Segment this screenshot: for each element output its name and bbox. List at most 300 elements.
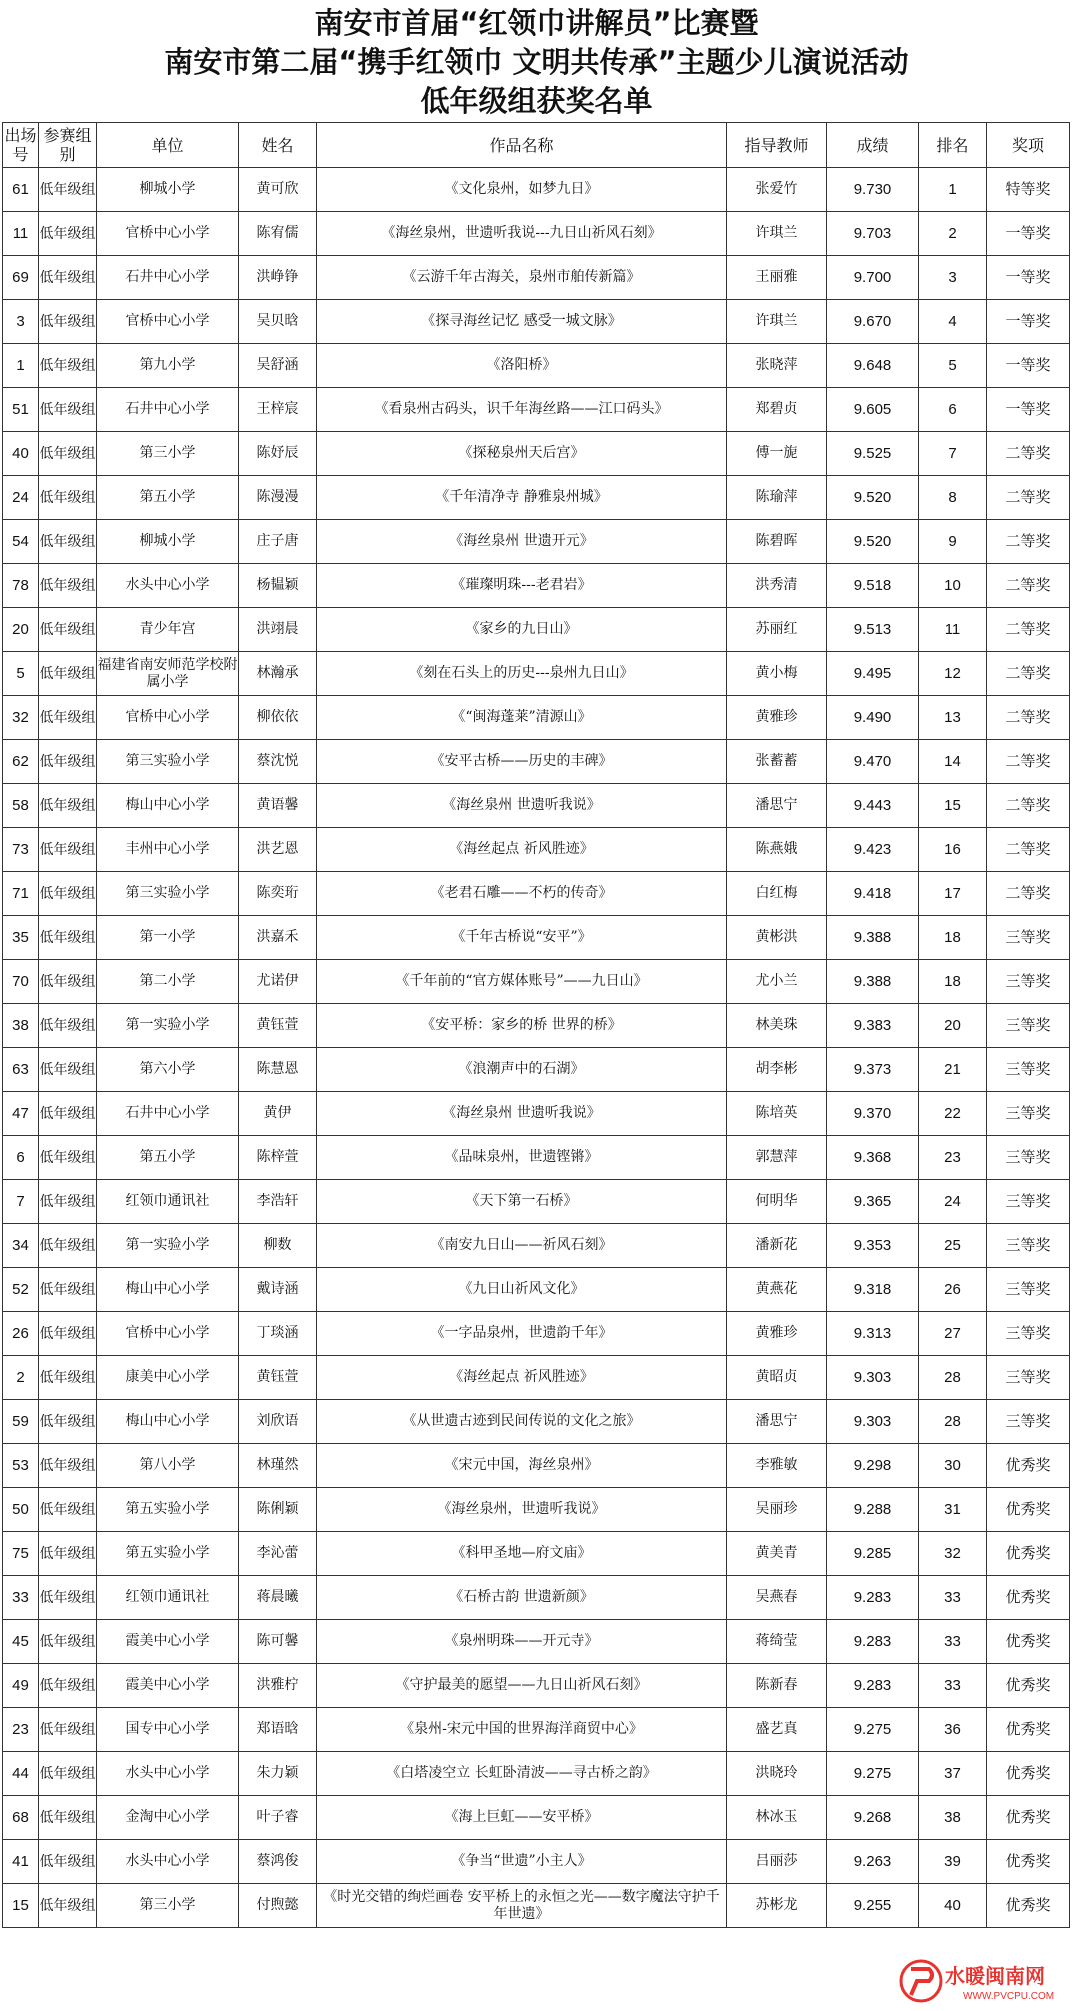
cell-award: 三等奖 <box>987 1136 1070 1180</box>
cell-teacher: 尤小兰 <box>727 960 827 1004</box>
cell-name: 林瀚承 <box>239 652 317 696</box>
cell-work: 《海丝起点 祈风胜迹》 <box>317 1356 727 1400</box>
cell-award: 一等奖 <box>987 212 1070 256</box>
cell-work: 《白塔凌空立 长虹卧清波——寻古桥之韵》 <box>317 1752 727 1796</box>
cell-work: 《千年清净寺 静雅泉州城》 <box>317 476 727 520</box>
cell-rank: 33 <box>919 1576 987 1620</box>
cell-name: 黄语馨 <box>239 784 317 828</box>
cell-score: 9.303 <box>827 1400 919 1444</box>
cell-award: 二等奖 <box>987 784 1070 828</box>
table-row <box>3 1576 1070 1620</box>
cell-no: 33 <box>3 1576 39 1620</box>
cell-rank: 32 <box>919 1532 987 1576</box>
cell-name: 王梓宸 <box>239 388 317 432</box>
cell-teacher: 林冰玉 <box>727 1796 827 1840</box>
cell-work: 《璀璨明珠---老君岩》 <box>317 564 727 608</box>
cell-score: 9.525 <box>827 432 919 476</box>
cell-group: 低年级组 <box>39 740 97 784</box>
cell-work: 《宋元中国，海丝泉州》 <box>317 1444 727 1488</box>
cell-award: 优秀奖 <box>987 1664 1070 1708</box>
cell-work: 《泉州-宋元中国的世界海洋商贸中心》 <box>317 1708 727 1752</box>
cell-work: 《“闽海蓬莱”清源山》 <box>317 696 727 740</box>
cell-teacher: 林美珠 <box>727 1004 827 1048</box>
cell-award: 优秀奖 <box>987 1532 1070 1576</box>
cell-award: 二等奖 <box>987 828 1070 872</box>
cell-work: 《石桥古韵 世遗新颜》 <box>317 1576 727 1620</box>
cell-award: 二等奖 <box>987 872 1070 916</box>
cell-teacher: 黄燕花 <box>727 1268 827 1312</box>
table-row <box>3 828 1070 872</box>
cell-rank: 12 <box>919 652 987 696</box>
cell-name: 陈梓萱 <box>239 1136 317 1180</box>
cell-no: 63 <box>3 1048 39 1092</box>
cell-no: 70 <box>3 960 39 1004</box>
cell-award: 三等奖 <box>987 1092 1070 1136</box>
cell-group: 低年级组 <box>39 564 97 608</box>
cell-teacher: 洪晓玲 <box>727 1752 827 1796</box>
cell-rank: 17 <box>919 872 987 916</box>
table-row <box>3 1268 1070 1312</box>
cell-work: 《安平桥：家乡的桥 世界的桥》 <box>317 1004 727 1048</box>
cell-award: 优秀奖 <box>987 1620 1070 1664</box>
cell-score: 9.703 <box>827 212 919 256</box>
cell-group: 低年级组 <box>39 300 97 344</box>
cell-name: 陈妤辰 <box>239 432 317 476</box>
cell-no: 11 <box>3 212 39 256</box>
cell-no: 2 <box>3 1356 39 1400</box>
table-header-row <box>3 123 1070 168</box>
table-row <box>3 696 1070 740</box>
cell-score: 9.700 <box>827 256 919 300</box>
cell-work: 《泉州明珠——开元寺》 <box>317 1620 727 1664</box>
cell-score: 9.383 <box>827 1004 919 1048</box>
cell-rank: 3 <box>919 256 987 300</box>
cell-score: 9.255 <box>827 1884 919 1928</box>
award-table <box>2 122 1070 1928</box>
title-block <box>0 4 1073 121</box>
cell-name: 刘欣语 <box>239 1400 317 1444</box>
cell-group: 低年级组 <box>39 608 97 652</box>
cell-award: 优秀奖 <box>987 1444 1070 1488</box>
cell-rank: 1 <box>919 168 987 212</box>
header-rank: 排名 <box>919 123 987 168</box>
cell-unit: 第三实验小学 <box>97 740 239 784</box>
cell-award: 三等奖 <box>987 1048 1070 1092</box>
cell-rank: 28 <box>919 1356 987 1400</box>
cell-group: 低年级组 <box>39 1532 97 1576</box>
cell-teacher: 郑碧贞 <box>727 388 827 432</box>
cell-score: 9.283 <box>827 1620 919 1664</box>
cell-no: 54 <box>3 520 39 564</box>
watermark-p-icon <box>911 1969 932 1995</box>
cell-award: 二等奖 <box>987 520 1070 564</box>
cell-group: 低年级组 <box>39 520 97 564</box>
cell-work: 《时光交错的绚烂画卷 安平桥上的永恒之光——数字魔法守护千年世遗》 <box>317 1884 727 1928</box>
table-row <box>3 740 1070 784</box>
cell-score: 9.520 <box>827 520 919 564</box>
cell-teacher: 苏彬龙 <box>727 1884 827 1928</box>
cell-teacher: 陈新春 <box>727 1664 827 1708</box>
cell-unit: 第六小学 <box>97 1048 239 1092</box>
cell-no: 52 <box>3 1268 39 1312</box>
table-row <box>3 1796 1070 1840</box>
cell-group: 低年级组 <box>39 1048 97 1092</box>
table-row <box>3 872 1070 916</box>
cell-name: 丁琰涵 <box>239 1312 317 1356</box>
cell-score: 9.285 <box>827 1532 919 1576</box>
cell-unit: 官桥中心小学 <box>97 1312 239 1356</box>
cell-name: 柳数 <box>239 1224 317 1268</box>
cell-teacher: 黄雅珍 <box>727 696 827 740</box>
cell-unit: 第五实验小学 <box>97 1488 239 1532</box>
cell-teacher: 傅一旎 <box>727 432 827 476</box>
cell-unit: 第九小学 <box>97 344 239 388</box>
cell-no: 50 <box>3 1488 39 1532</box>
table-row <box>3 1400 1070 1444</box>
cell-unit: 水头中心小学 <box>97 1752 239 1796</box>
table-row <box>3 1180 1070 1224</box>
cell-name: 朱力颖 <box>239 1752 317 1796</box>
cell-score: 9.730 <box>827 168 919 212</box>
cell-award: 一等奖 <box>987 388 1070 432</box>
cell-name: 洪翊晨 <box>239 608 317 652</box>
cell-teacher: 黄美青 <box>727 1532 827 1576</box>
cell-rank: 27 <box>919 1312 987 1356</box>
cell-no: 59 <box>3 1400 39 1444</box>
cell-group: 低年级组 <box>39 1488 97 1532</box>
cell-unit: 石井中心小学 <box>97 388 239 432</box>
cell-no: 71 <box>3 872 39 916</box>
cell-work: 《守护最美的愿望——九日山祈风石刻》 <box>317 1664 727 1708</box>
table-row <box>3 1092 1070 1136</box>
cell-work: 《一字品泉州，世遗韵千年》 <box>317 1312 727 1356</box>
cell-rank: 33 <box>919 1620 987 1664</box>
cell-group: 低年级组 <box>39 1796 97 1840</box>
cell-group: 低年级组 <box>39 344 97 388</box>
table-row <box>3 1356 1070 1400</box>
cell-unit: 石井中心小学 <box>97 1092 239 1136</box>
cell-no: 53 <box>3 1444 39 1488</box>
table-row <box>3 300 1070 344</box>
cell-work: 《千年古桥说“安平”》 <box>317 916 727 960</box>
header-award: 奖项 <box>987 123 1070 168</box>
cell-award: 一等奖 <box>987 256 1070 300</box>
cell-teacher: 胡李彬 <box>727 1048 827 1092</box>
cell-name: 陈奕珩 <box>239 872 317 916</box>
cell-unit: 第一小学 <box>97 916 239 960</box>
cell-award: 一等奖 <box>987 300 1070 344</box>
cell-group: 低年级组 <box>39 432 97 476</box>
cell-unit: 梅山中心小学 <box>97 784 239 828</box>
cell-rank: 18 <box>919 916 987 960</box>
header-unit: 单位 <box>97 123 239 168</box>
cell-rank: 30 <box>919 1444 987 1488</box>
table-row <box>3 1004 1070 1048</box>
cell-score: 9.268 <box>827 1796 919 1840</box>
cell-group: 低年级组 <box>39 1356 97 1400</box>
cell-score: 9.275 <box>827 1752 919 1796</box>
cell-work: 《刻在石头上的历史---泉州九日山》 <box>317 652 727 696</box>
cell-rank: 37 <box>919 1752 987 1796</box>
cell-group: 低年级组 <box>39 1576 97 1620</box>
title-line-1: 南安市首届“红领巾讲解员”比赛暨 <box>314 6 759 40</box>
cell-award: 三等奖 <box>987 1268 1070 1312</box>
cell-teacher: 苏丽红 <box>727 608 827 652</box>
cell-name: 黄伊 <box>239 1092 317 1136</box>
cell-teacher: 吴丽珍 <box>727 1488 827 1532</box>
cell-score: 9.670 <box>827 300 919 344</box>
table-row <box>3 960 1070 1004</box>
cell-group: 低年级组 <box>39 872 97 916</box>
cell-name: 洪峥铮 <box>239 256 317 300</box>
cell-unit: 国专中心小学 <box>97 1708 239 1752</box>
cell-no: 78 <box>3 564 39 608</box>
cell-group: 低年级组 <box>39 1752 97 1796</box>
cell-teacher: 潘思宁 <box>727 1400 827 1444</box>
table-row <box>3 1752 1070 1796</box>
cell-score: 9.648 <box>827 344 919 388</box>
cell-teacher: 陈碧晖 <box>727 520 827 564</box>
cell-unit: 福建省南安师范学校附属小学 <box>97 652 239 696</box>
table-body <box>3 168 1070 1928</box>
cell-score: 9.520 <box>827 476 919 520</box>
cell-rank: 20 <box>919 1004 987 1048</box>
cell-score: 9.423 <box>827 828 919 872</box>
cell-group: 低年级组 <box>39 1708 97 1752</box>
cell-group: 低年级组 <box>39 1664 97 1708</box>
cell-rank: 36 <box>919 1708 987 1752</box>
header-group: 参赛组别 <box>39 123 97 168</box>
cell-teacher: 黄小梅 <box>727 652 827 696</box>
cell-rank: 25 <box>919 1224 987 1268</box>
cell-rank: 16 <box>919 828 987 872</box>
table-row <box>3 608 1070 652</box>
cell-no: 75 <box>3 1532 39 1576</box>
watermark-logo <box>899 1955 1069 2007</box>
cell-no: 73 <box>3 828 39 872</box>
cell-no: 32 <box>3 696 39 740</box>
cell-unit: 霞美中心小学 <box>97 1664 239 1708</box>
cell-group: 低年级组 <box>39 916 97 960</box>
table-row <box>3 476 1070 520</box>
cell-work: 《南安九日山——祈风石刻》 <box>317 1224 727 1268</box>
cell-score: 9.263 <box>827 1840 919 1884</box>
cell-rank: 40 <box>919 1884 987 1928</box>
cell-award: 特等奖 <box>987 168 1070 212</box>
cell-name: 洪嘉禾 <box>239 916 317 960</box>
cell-name: 陈可馨 <box>239 1620 317 1664</box>
cell-score: 9.288 <box>827 1488 919 1532</box>
cell-award: 优秀奖 <box>987 1884 1070 1928</box>
cell-rank: 15 <box>919 784 987 828</box>
cell-unit: 第三实验小学 <box>97 872 239 916</box>
cell-award: 三等奖 <box>987 960 1070 1004</box>
cell-unit: 青少年宫 <box>97 608 239 652</box>
cell-work: 《海上巨虹——安平桥》 <box>317 1796 727 1840</box>
cell-work: 《老君石雕——不朽的传奇》 <box>317 872 727 916</box>
cell-name: 黄钰萱 <box>239 1356 317 1400</box>
cell-score: 9.495 <box>827 652 919 696</box>
cell-score: 9.443 <box>827 784 919 828</box>
header-no: 出场号 <box>3 123 39 168</box>
cell-group: 低年级组 <box>39 696 97 740</box>
cell-no: 20 <box>3 608 39 652</box>
cell-score: 9.605 <box>827 388 919 432</box>
cell-rank: 4 <box>919 300 987 344</box>
cell-name: 李浩轩 <box>239 1180 317 1224</box>
cell-unit: 官桥中心小学 <box>97 300 239 344</box>
cell-unit: 红领巾通讯社 <box>97 1576 239 1620</box>
cell-rank: 9 <box>919 520 987 564</box>
cell-name: 吴舒涵 <box>239 344 317 388</box>
cell-rank: 39 <box>919 1840 987 1884</box>
cell-score: 9.353 <box>827 1224 919 1268</box>
cell-teacher: 黄雅珍 <box>727 1312 827 1356</box>
cell-teacher: 郭慧萍 <box>727 1136 827 1180</box>
cell-no: 51 <box>3 388 39 432</box>
cell-work: 《云游千年古海关，泉州市舶传新篇》 <box>317 256 727 300</box>
cell-unit: 第三小学 <box>97 432 239 476</box>
cell-no: 35 <box>3 916 39 960</box>
cell-unit: 第三小学 <box>97 1884 239 1928</box>
cell-no: 6 <box>3 1136 39 1180</box>
cell-name: 郑语晗 <box>239 1708 317 1752</box>
header-score: 成绩 <box>827 123 919 168</box>
cell-name: 付煦懿 <box>239 1884 317 1928</box>
table-row <box>3 1620 1070 1664</box>
cell-award: 优秀奖 <box>987 1488 1070 1532</box>
cell-unit: 第五实验小学 <box>97 1532 239 1576</box>
cell-teacher: 潘思宁 <box>727 784 827 828</box>
cell-group: 低年级组 <box>39 168 97 212</box>
cell-unit: 第五小学 <box>97 1136 239 1180</box>
cell-score: 9.388 <box>827 916 919 960</box>
cell-award: 优秀奖 <box>987 1840 1070 1884</box>
table-row <box>3 1708 1070 1752</box>
cell-group: 低年级组 <box>39 388 97 432</box>
cell-name: 戴诗涵 <box>239 1268 317 1312</box>
cell-name: 黄钰萱 <box>239 1004 317 1048</box>
cell-teacher: 何明华 <box>727 1180 827 1224</box>
cell-teacher: 张爱竹 <box>727 168 827 212</box>
cell-score: 9.283 <box>827 1576 919 1620</box>
cell-score: 9.513 <box>827 608 919 652</box>
cell-score: 9.490 <box>827 696 919 740</box>
cell-award: 二等奖 <box>987 476 1070 520</box>
cell-no: 61 <box>3 168 39 212</box>
cell-unit: 梅山中心小学 <box>97 1400 239 1444</box>
cell-unit: 第八小学 <box>97 1444 239 1488</box>
cell-group: 低年级组 <box>39 1268 97 1312</box>
cell-teacher: 王丽雅 <box>727 256 827 300</box>
cell-unit: 柳城小学 <box>97 520 239 564</box>
cell-award: 三等奖 <box>987 1400 1070 1444</box>
cell-rank: 26 <box>919 1268 987 1312</box>
cell-rank: 8 <box>919 476 987 520</box>
cell-group: 低年级组 <box>39 1400 97 1444</box>
cell-work: 《洛阳桥》 <box>317 344 727 388</box>
cell-teacher: 李雅敏 <box>727 1444 827 1488</box>
cell-unit: 红领巾通讯社 <box>97 1180 239 1224</box>
cell-teacher: 张蓄蓄 <box>727 740 827 784</box>
table-row <box>3 1840 1070 1884</box>
cell-group: 低年级组 <box>39 652 97 696</box>
cell-rank: 10 <box>919 564 987 608</box>
cell-name: 陈宥儒 <box>239 212 317 256</box>
cell-no: 69 <box>3 256 39 300</box>
cell-unit: 水头中心小学 <box>97 564 239 608</box>
cell-work: 《海丝泉州 世遗听我说》 <box>317 784 727 828</box>
cell-group: 低年级组 <box>39 784 97 828</box>
cell-name: 蔡鸿俊 <box>239 1840 317 1884</box>
table-row <box>3 1532 1070 1576</box>
table-row <box>3 168 1070 212</box>
cell-no: 26 <box>3 1312 39 1356</box>
cell-teacher: 潘新花 <box>727 1224 827 1268</box>
cell-teacher: 许琪兰 <box>727 300 827 344</box>
cell-award: 三等奖 <box>987 1004 1070 1048</box>
table-row <box>3 1048 1070 1092</box>
cell-teacher: 吴燕春 <box>727 1576 827 1620</box>
title-line-3: 低年级组获奖名单 <box>420 84 653 118</box>
cell-score: 9.303 <box>827 1356 919 1400</box>
cell-no: 34 <box>3 1224 39 1268</box>
cell-award: 三等奖 <box>987 1224 1070 1268</box>
table-row <box>3 1664 1070 1708</box>
table-row <box>3 564 1070 608</box>
cell-unit: 柳城小学 <box>97 168 239 212</box>
table-row <box>3 916 1070 960</box>
cell-group: 低年级组 <box>39 1620 97 1664</box>
cell-unit: 官桥中心小学 <box>97 212 239 256</box>
cell-score: 9.470 <box>827 740 919 784</box>
cell-group: 低年级组 <box>39 476 97 520</box>
cell-name: 林瑾然 <box>239 1444 317 1488</box>
header-name: 姓名 <box>239 123 317 168</box>
table-row <box>3 1224 1070 1268</box>
cell-group: 低年级组 <box>39 828 97 872</box>
cell-name: 洪艺恩 <box>239 828 317 872</box>
table-row <box>3 344 1070 388</box>
table-row <box>3 1884 1070 1928</box>
cell-group: 低年级组 <box>39 1444 97 1488</box>
cell-no: 40 <box>3 432 39 476</box>
cell-name: 叶子睿 <box>239 1796 317 1840</box>
cell-name: 吴贝晗 <box>239 300 317 344</box>
cell-score: 9.298 <box>827 1444 919 1488</box>
cell-name: 洪雅柠 <box>239 1664 317 1708</box>
cell-group: 低年级组 <box>39 212 97 256</box>
cell-score: 9.283 <box>827 1664 919 1708</box>
table-row <box>3 212 1070 256</box>
cell-teacher: 黄彬洪 <box>727 916 827 960</box>
cell-work: 《争当“世遗”小主人》 <box>317 1840 727 1884</box>
cell-score: 9.275 <box>827 1708 919 1752</box>
cell-no: 58 <box>3 784 39 828</box>
cell-teacher: 白红梅 <box>727 872 827 916</box>
cell-award: 三等奖 <box>987 916 1070 960</box>
watermark-url: WWW.PVCPU.COM <box>963 1991 1055 2002</box>
cell-no: 15 <box>3 1884 39 1928</box>
cell-rank: 38 <box>919 1796 987 1840</box>
cell-award: 三等奖 <box>987 1180 1070 1224</box>
cell-award: 优秀奖 <box>987 1708 1070 1752</box>
cell-name: 杨韫颖 <box>239 564 317 608</box>
cell-group: 低年级组 <box>39 1004 97 1048</box>
cell-rank: 18 <box>919 960 987 1004</box>
cell-work: 《探秘泉州天后宫》 <box>317 432 727 476</box>
cell-unit: 第二小学 <box>97 960 239 1004</box>
